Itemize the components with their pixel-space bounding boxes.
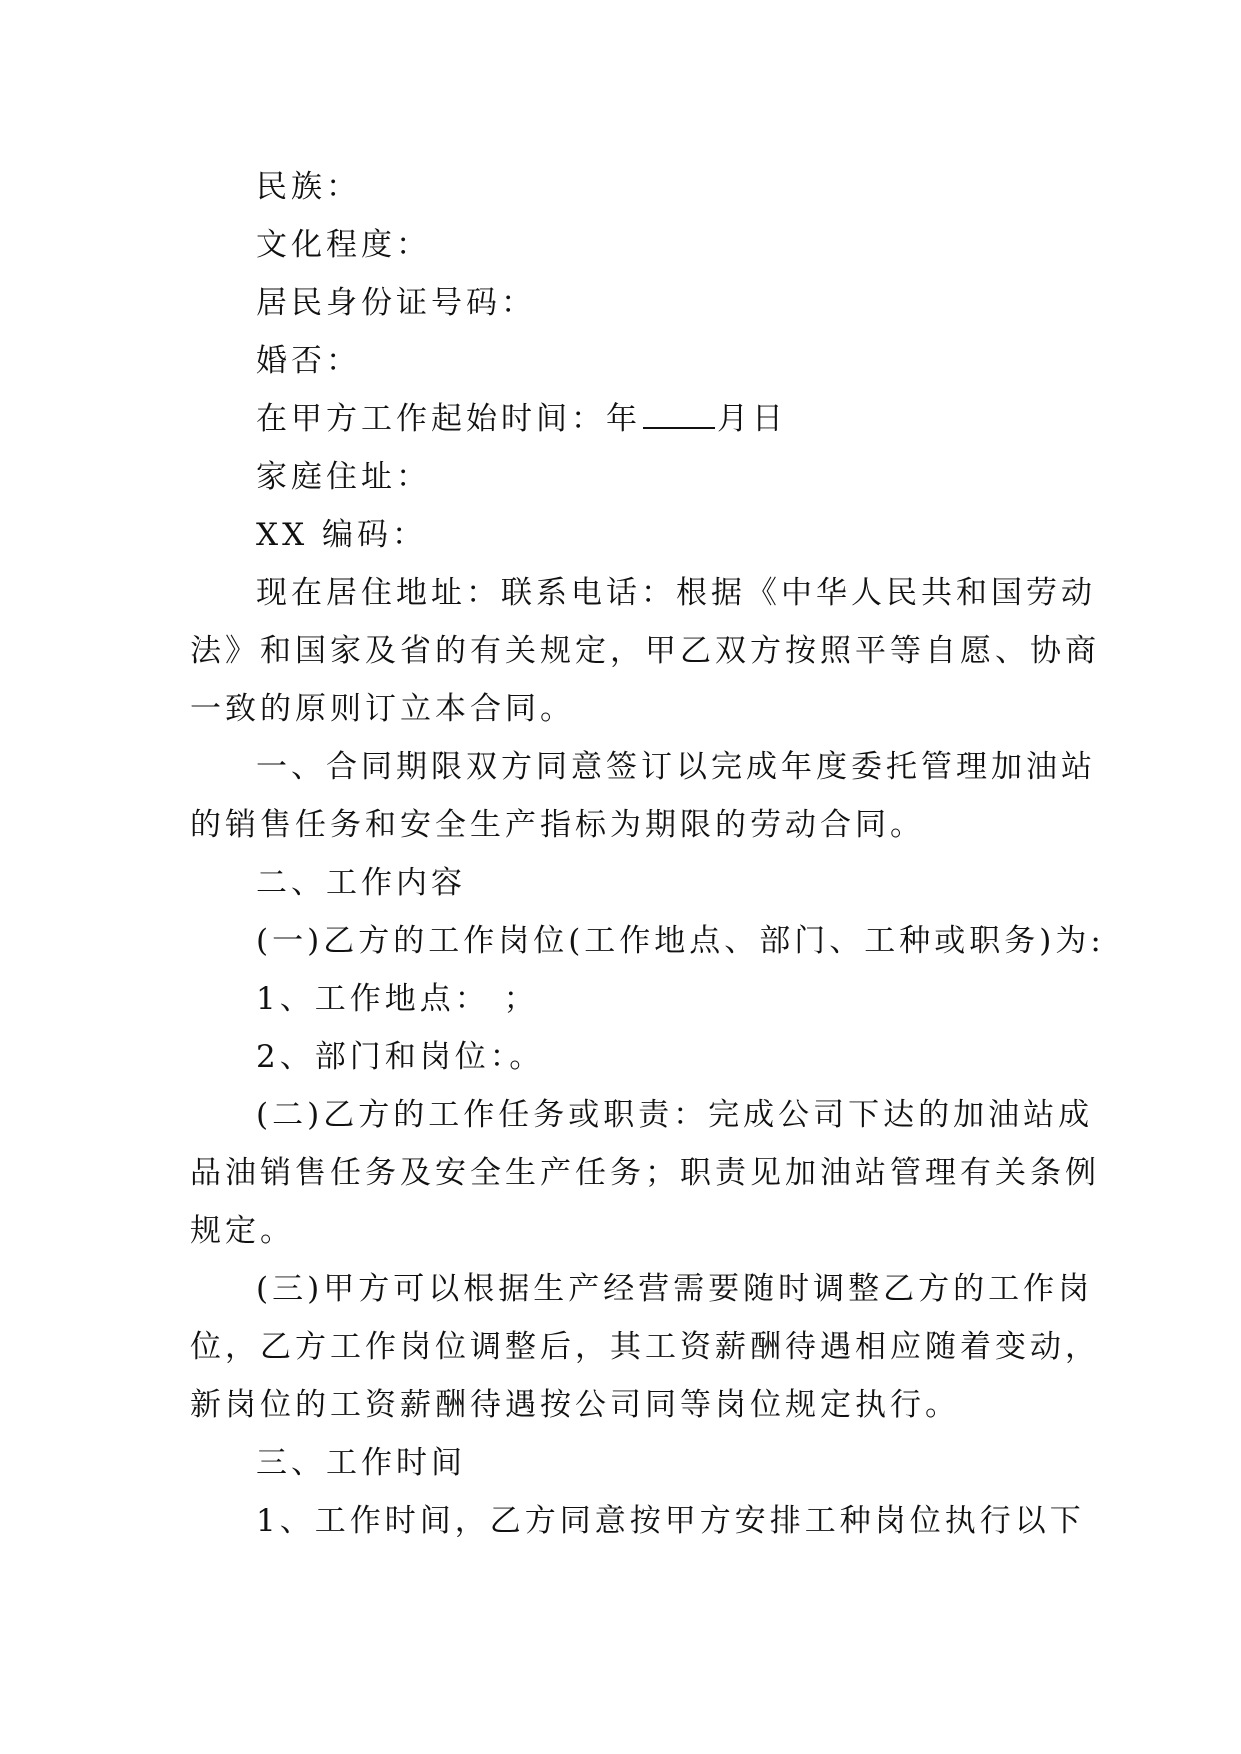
field-id-number: 居民身份证号码： xyxy=(256,285,536,321)
section-heading-work-time: 三、工作时间 xyxy=(256,1445,466,1481)
paragraph-line: 现在居住地址：联系电话：根据《中华人民共和国劳动 xyxy=(256,575,1096,611)
field-postal-code: XX 编码： xyxy=(256,517,427,553)
paragraph-line: 一致的原则订立本合同。 xyxy=(190,691,575,727)
paragraph-line: 规定。 xyxy=(190,1213,295,1249)
field-marital-status: 婚否： xyxy=(256,343,361,379)
field-education: 文化程度： xyxy=(256,227,431,263)
paragraph-line: 的销售任务和安全生产指标为期限的劳动合同。 xyxy=(190,807,925,843)
section-heading-work-content: 二、工作内容 xyxy=(256,865,466,901)
field-start-time xyxy=(190,390,1050,448)
paragraph-legal-basis xyxy=(190,564,1100,738)
clause-work-hours: 1、工作时间，乙方同意按甲方安排工种岗位执行以下 xyxy=(256,1503,1085,1539)
paragraph-line: 位，乙方工作岗位调整后，其工资薪酬待遇相应随着变动， xyxy=(190,1329,1100,1365)
clause-department: 2、部门和岗位：。 xyxy=(256,1039,545,1075)
paragraph-line: 法》和国家及省的有关规定，甲乙双方按照平等自愿、协商 xyxy=(190,633,1100,669)
start-time-prefix: 在甲方工作起始时间：年 xyxy=(256,401,641,437)
paragraph-line: (三)甲方可以根据生产经营需要随时调整乙方的工作岗 xyxy=(256,1271,1094,1307)
paragraph-line: 品油销售任务及安全生产任务；职责见加油站管理有关条例 xyxy=(190,1155,1100,1191)
blank-underline xyxy=(643,399,715,429)
paragraph-duties xyxy=(190,1086,1100,1260)
clause-work-location: 1、工作地点： ； xyxy=(256,981,539,1017)
paragraph-contract-term xyxy=(190,738,1096,854)
paragraph-position-adjustment xyxy=(190,1260,1100,1434)
document-page xyxy=(190,158,1105,1550)
field-home-address: 家庭住址： xyxy=(256,459,431,495)
paragraph-line: 新岗位的工资薪酬待遇按公司同等岗位规定执行。 xyxy=(190,1387,960,1423)
clause-job-position: (一)乙方的工作岗位(工作地点、部门、工种或职务)为: xyxy=(256,923,1105,959)
start-time-suffix: 月日 xyxy=(717,401,787,437)
field-ethnicity: 民族： xyxy=(256,169,361,205)
paragraph-line: 一、合同期限双方同意签订以完成年度委托管理加油站 xyxy=(256,749,1096,785)
paragraph-line: (二)乙方的工作任务或职责：完成公司下达的加油站成 xyxy=(256,1097,1094,1133)
